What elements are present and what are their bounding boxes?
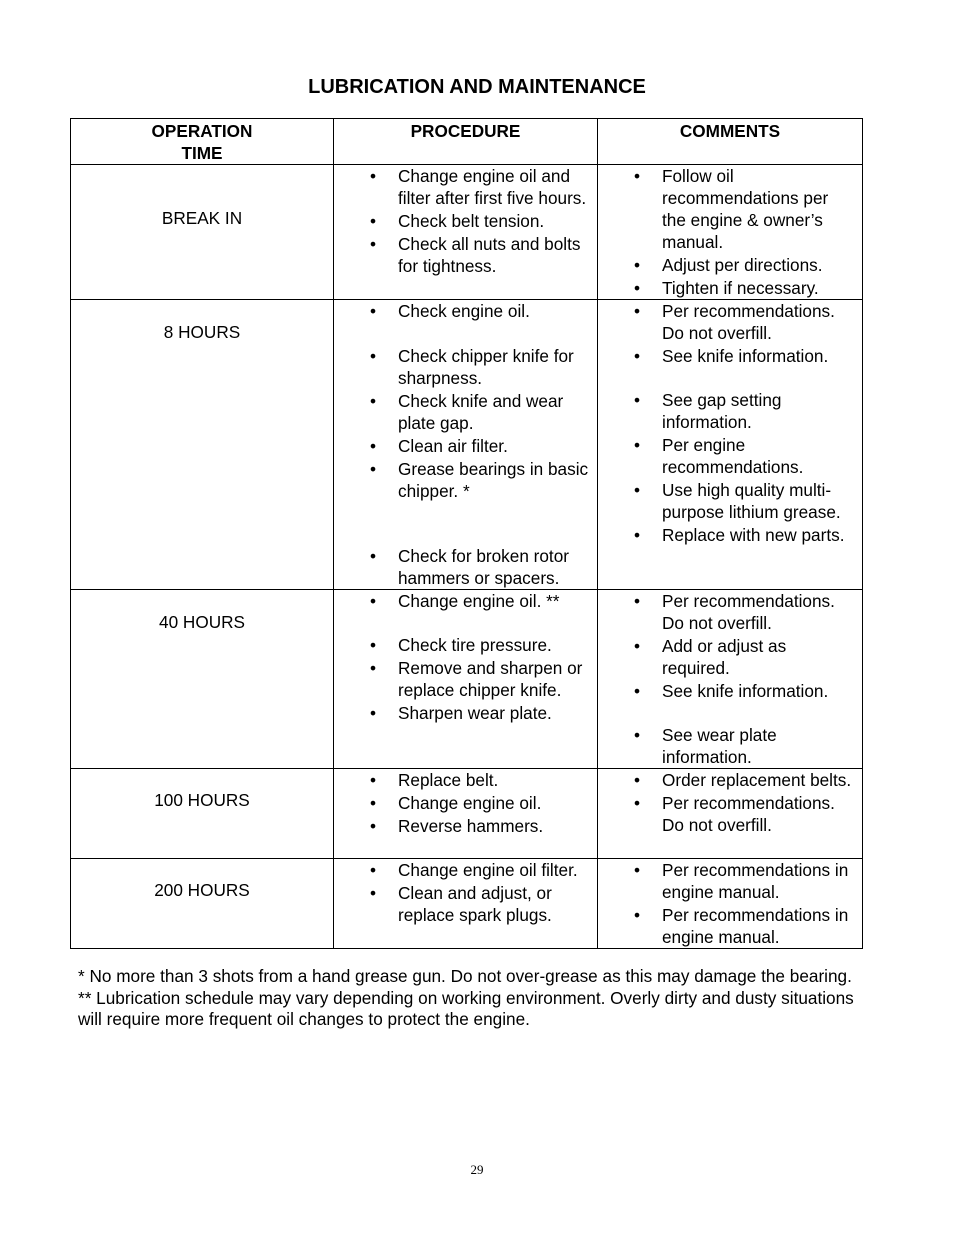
procedure-item: • Change engine oil filter. [370,860,578,880]
procedure-item: • Check knife and wear plate gap. [370,391,564,433]
page-number: 29 [470,1162,484,1177]
comments-cell [598,165,863,300]
procedure-item: • Check all nuts and bolts for tightness. [370,234,581,276]
operation-time-cell: BREAK IN [71,165,334,300]
comment-item: • Per recommendations. Do not overfill. [634,301,835,343]
operation-time-cell: 200 HOURS [71,859,334,949]
comment-item: • Per engine recommendations. [634,435,804,477]
header-comments: COMMENTS [598,119,863,165]
procedure-item: • Check for broken rotor hammers or spacers. [370,546,569,588]
procedure-cell [334,165,598,300]
procedure-item: • Change engine oil. ** [370,591,560,611]
maintenance-table [70,118,863,949]
comment-item: • Per recommendations. Do not overfill. [634,591,835,633]
procedure-item: • Check belt tension. [370,211,545,231]
procedure-item: • Clean and adjust, or replace spark plugs. [370,883,552,925]
procedure-item: • Replace belt. [370,770,499,790]
comment-item: • See knife information. [634,346,829,366]
header-operation-time: OPERATION TIME [71,119,334,165]
procedure-item: • Check chipper knife for sharpness. [370,346,574,388]
footnotes [78,966,878,1031]
comment-item: • See gap setting information. [634,390,782,432]
procedure-item: • Check engine oil. [370,301,530,321]
procedure-item: • Clean air filter. [370,436,508,456]
comment-item: • Per recommendations. Do not overfill. [634,793,835,835]
table-row-40-hours [71,590,863,769]
table-row-break-in [71,165,863,300]
comment-item: • Adjust per directions. [634,255,823,275]
operation-time-cell: 40 HOURS [71,590,334,769]
operation-time-cell: 100 HOURS [71,769,334,859]
procedure-cell [334,300,598,590]
comment-item: • Replace with new parts. [634,525,845,545]
comment-item: • Order replacement belts. [634,770,852,790]
comment-item: • Per recommendations in engine manual. [634,905,849,947]
procedure-item: • Change engine oil. [370,793,542,813]
table-row-8-hours [71,300,863,590]
procedure-item: • Check tire pressure. [370,635,552,655]
procedure-item: • Sharpen wear plate. [370,703,552,723]
page-title: LUBRICATION AND MAINTENANCE [308,76,646,98]
procedure-item: • Remove and sharpen or replace chipper knife. [370,658,583,700]
comment-item: • Follow oil recommendations per the engine & owner’s manual. [634,166,829,252]
comment-item: • See knife information. [634,681,829,701]
comment-item: • Use high quality multi-purpose lithium grease. [634,480,841,522]
comment-item: • Tighten if necessary. [634,278,819,298]
footnote-grease: * No more than 3 shots from a hand grease gun. Do not over-grease as this may damage the bearing. [78,966,852,986]
procedure-item: • Change engine oil and filter after first five hours. [370,166,587,208]
table-row-100-hours [71,769,863,859]
comments-cell [598,590,863,769]
comments-cell [598,859,863,949]
header-procedure: PROCEDURE [334,119,598,165]
table-row-200-hours [71,859,863,949]
procedure-cell [334,769,598,859]
comment-item: • Add or adjust as required. [634,636,787,678]
comments-cell [598,300,863,590]
comment-item: • Per recommendations in engine manual. [634,860,849,902]
table-header-row [71,119,863,165]
procedure-cell [334,590,598,769]
comment-item: • See wear plate information. [634,725,777,767]
comments-cell [598,769,863,859]
procedure-item: • Reverse hammers. [370,816,544,836]
footnote-lubrication-schedule: ** Lubrication schedule may vary depending on working environment. Overly dirty and dusty situations will require more frequent oil changes to protect the engine. [78,987,854,1029]
procedure-cell [334,859,598,949]
operation-time-cell: 8 HOURS [71,300,334,590]
procedure-item: • Grease bearings in basic chipper. * [370,459,589,501]
